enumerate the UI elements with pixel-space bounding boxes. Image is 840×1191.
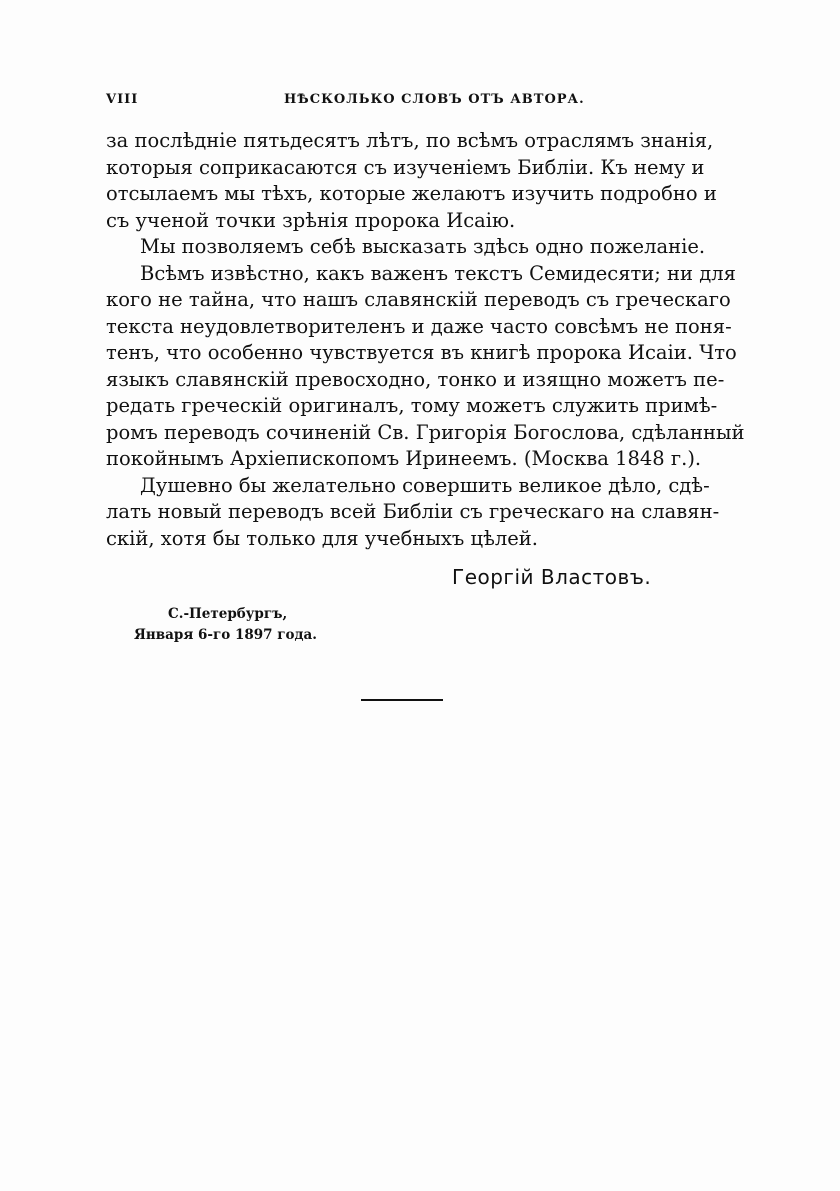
place-date xyxy=(134,604,317,646)
paragraph xyxy=(106,128,717,234)
running-head xyxy=(106,92,726,112)
text-line: кого не тайна, что нашъ славянскій переводъ съ греческаго xyxy=(106,288,731,311)
paragraph xyxy=(106,234,706,261)
body-text xyxy=(106,128,745,552)
text-line: Душевно бы желательно совершить великое дѣло, сдѣ- xyxy=(140,473,710,497)
paragraph xyxy=(106,261,745,473)
text-line: за послѣдніе пятьдесятъ лѣтъ, по всѣмъ отраслямъ знанія, xyxy=(106,129,714,152)
text-line: языкъ славянскій превосходно, тонко и изящно можетъ пе- xyxy=(106,367,725,391)
text-line: покойнымъ Архіепископомъ Иринеемъ. (Москва 1848 г.). xyxy=(106,447,702,470)
text-line: отсылаемъ мы тѣхъ, которые желаютъ изучить подробно и xyxy=(106,182,717,205)
text-line: текста неудовлетворителенъ и даже часто совсѣмъ не поня- xyxy=(106,314,732,338)
author-signature: Георгій Властовъ. xyxy=(452,565,652,589)
text-line: съ ученой точки зрѣнія пророка Исаію. xyxy=(106,208,516,232)
text-line: Всѣмъ извѣстно, какъ важенъ текстъ Семидесяти; ни для xyxy=(140,261,736,285)
text-line: ромъ переводъ сочиненій Св. Григорія Богослова, сдѣланный xyxy=(106,420,745,444)
page-number: VIII xyxy=(106,92,139,107)
text-line: Мы позволяемъ себѣ высказать здѣсь одно пожеланіе. xyxy=(140,235,706,258)
text-line: скій, хотя бы только для учебныхъ цѣлей. xyxy=(106,526,538,550)
section-divider xyxy=(361,699,443,701)
text-line: которыя соприкасаются съ изученіемъ Библіи. Къ нему и xyxy=(106,155,705,179)
text-line: редать греческій оригиналъ, тому можетъ служить примѣ- xyxy=(106,394,718,417)
paragraph xyxy=(106,473,720,553)
place: С.-Петербургъ, xyxy=(168,606,288,622)
text-line: лать новый переводъ всей Библіи съ греческаго на славян- xyxy=(106,500,720,523)
date: Января 6-го 1897 года. xyxy=(134,627,317,643)
running-title: НѢСКОЛЬКО СЛОВЪ ОТЪ АВТОРА. xyxy=(284,92,585,107)
text-line: тенъ, что особенно чувствуется въ книгѣ пророка Исаіи. Что xyxy=(106,341,737,364)
